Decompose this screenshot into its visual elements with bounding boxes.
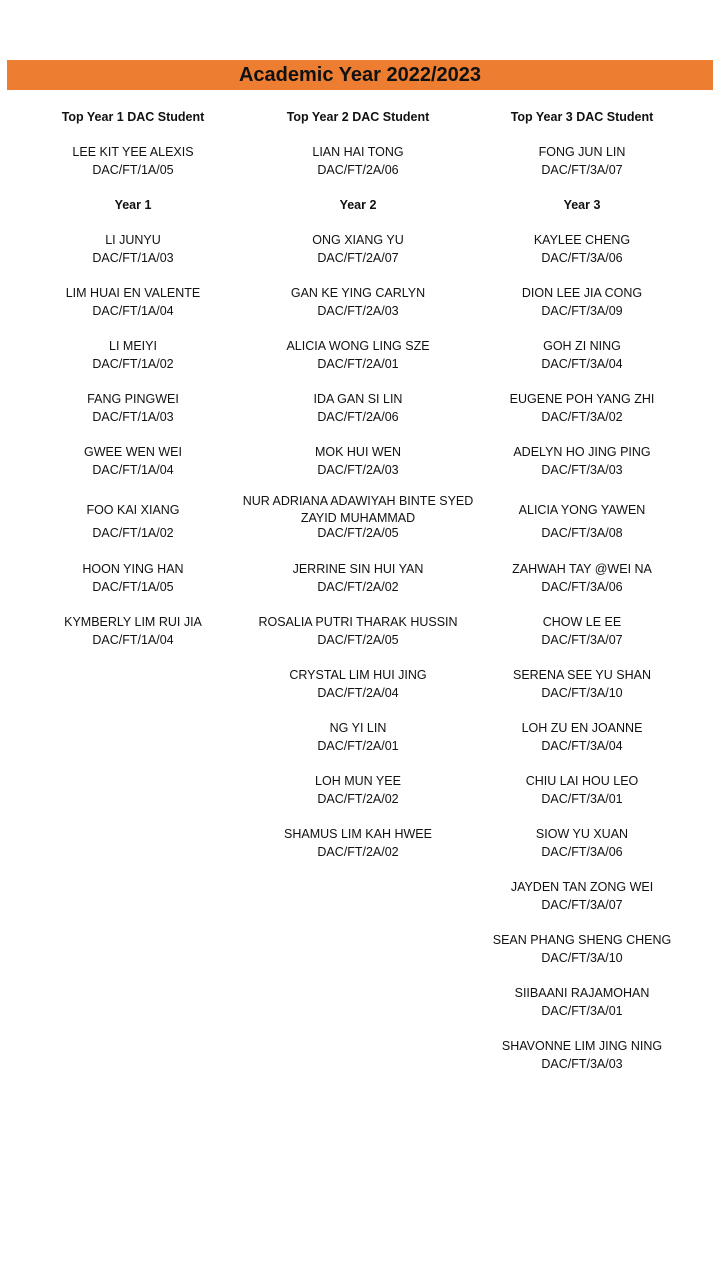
student-class: DAC/FT/2A/04	[317, 686, 399, 700]
student-name: SHAMUS LIM KAH HWEE	[284, 827, 432, 841]
student-name: CRYSTAL LIM HUI JING	[289, 668, 427, 682]
list-item	[462, 1037, 702, 1090]
list-item	[238, 560, 478, 613]
list-item	[462, 496, 702, 560]
student-class: DAC/FT/3A/07	[541, 898, 623, 912]
student-class: DAC/FT/1A/02	[92, 357, 174, 371]
list-item	[238, 284, 478, 337]
student-class: DAC/FT/3A/01	[541, 792, 623, 806]
student-name: KAYLEE CHENG	[533, 233, 631, 247]
year-heading: Year 3	[563, 198, 601, 212]
list-item	[462, 443, 702, 496]
list-item	[13, 284, 253, 337]
year-heading: Year 1	[114, 198, 152, 212]
student-class: DAC/FT/2A/05	[317, 526, 399, 540]
student-name: HOON YING HAN	[82, 562, 184, 576]
student-name: ALICIA WONG LING SZE	[286, 339, 430, 353]
list-item	[238, 496, 478, 560]
student-class: DAC/FT/1A/03	[92, 410, 174, 424]
student-class: DAC/FT/2A/07	[317, 251, 399, 265]
student-list	[13, 231, 253, 666]
student-name: ONG XIANG YU	[312, 233, 404, 247]
student-name: LEE KIT YEE ALEXIS	[72, 145, 194, 159]
student-class: DAC/FT/3A/08	[541, 526, 623, 540]
student-name: FONG JUN LIN	[538, 145, 626, 159]
student-list	[238, 231, 478, 878]
student-class: DAC/FT/2A/05	[317, 633, 399, 647]
student-class: DAC/FT/3A/04	[541, 357, 623, 371]
student-name: SERENA SEE YU SHAN	[512, 668, 651, 682]
year-1-column	[13, 108, 253, 666]
student-class: DAC/FT/3A/01	[541, 1004, 623, 1018]
student-class: DAC/FT/2A/01	[317, 357, 399, 371]
top-student-heading: Top Year 2 DAC Student	[286, 110, 430, 124]
year-3-column	[462, 108, 702, 1090]
student-name: KYMBERLY LIM RUI JIA	[64, 615, 202, 629]
student-class: DAC/FT/3A/03	[541, 463, 623, 477]
top-student	[462, 143, 702, 179]
list-item	[462, 337, 702, 390]
title-banner	[7, 60, 713, 90]
student-class: DAC/FT/3A/04	[541, 739, 623, 753]
student-list	[462, 231, 702, 1090]
student-name: LI MEIYI	[109, 339, 157, 353]
student-class: DAC/FT/2A/03	[317, 304, 399, 318]
list-item	[238, 337, 478, 390]
student-class: DAC/FT/3A/06	[541, 251, 623, 265]
student-name: EUGENE POH YANG ZHI	[509, 392, 655, 406]
list-item	[462, 931, 702, 984]
list-item	[238, 719, 478, 772]
student-name: FANG PINGWEI	[87, 392, 179, 406]
student-class: DAC/FT/3A/02	[541, 410, 623, 424]
list-item	[462, 878, 702, 931]
student-class: DAC/FT/1A/04	[92, 463, 174, 477]
student-name: LI JUNYU	[105, 233, 161, 247]
list-item	[462, 984, 702, 1037]
list-item	[462, 825, 702, 878]
list-item	[462, 719, 702, 772]
student-name: NUR ADRIANA ADAWIYAH BINTE SYED ZAYID MUHAMMAD	[242, 494, 474, 525]
top-student-heading: Top Year 1 DAC Student	[61, 110, 205, 124]
student-name: SHAVONNE LIM JING NING	[501, 1039, 663, 1053]
student-name: GAN KE YING CARLYN	[290, 286, 426, 300]
student-name: LIM HUAI EN VALENTE	[65, 286, 201, 300]
student-class: DAC/FT/2A/02	[317, 845, 399, 859]
list-item	[462, 390, 702, 443]
list-item	[13, 443, 253, 496]
top-student	[238, 143, 478, 179]
page-title: Academic Year 2022/2023	[238, 63, 482, 86]
list-item	[462, 560, 702, 613]
student-name: FOO KAI XIANG	[86, 502, 180, 517]
list-item	[13, 337, 253, 390]
student-class: DAC/FT/2A/03	[317, 463, 399, 477]
top-student	[13, 143, 253, 179]
list-item	[13, 560, 253, 613]
student-name: GOH ZI NING	[543, 339, 621, 353]
student-class: DAC/FT/3A/07	[541, 163, 623, 177]
student-class: DAC/FT/1A/02	[92, 526, 174, 540]
student-class: DAC/FT/3A/10	[541, 951, 623, 965]
student-class: DAC/FT/3A/06	[541, 845, 623, 859]
student-name: SIOW YU XUAN	[535, 827, 629, 841]
list-item	[238, 613, 478, 666]
list-item	[238, 666, 478, 719]
year-heading: Year 2	[339, 198, 377, 212]
student-class: DAC/FT/2A/01	[317, 739, 399, 753]
student-name: ZAHWAH TAY @WEI NA	[512, 562, 652, 576]
student-name: JAYDEN TAN ZONG WEI	[510, 880, 654, 894]
student-class: DAC/FT/3A/07	[541, 633, 623, 647]
student-name: LOH ZU EN JOANNE	[521, 721, 643, 735]
student-name: GWEE WEN WEI	[84, 445, 182, 459]
student-class: DAC/FT/3A/10	[541, 686, 623, 700]
list-item	[13, 496, 253, 560]
student-name: JERRINE SIN HUI YAN	[292, 562, 424, 576]
student-class: DAC/FT/2A/02	[317, 792, 399, 806]
student-name: ROSALIA PUTRI THARAK HUSSIN	[258, 615, 458, 629]
student-class: DAC/FT/1A/05	[92, 163, 174, 177]
student-name: DION LEE JIA CONG	[521, 286, 643, 300]
student-name: LOH MUN YEE	[315, 774, 401, 788]
student-class: DAC/FT/3A/06	[541, 580, 623, 594]
list-item	[238, 390, 478, 443]
student-name: SIIBAANI RAJAMOHAN	[514, 986, 650, 1000]
list-item	[238, 231, 478, 284]
student-class: DAC/FT/1A/04	[92, 304, 174, 318]
student-name: SEAN PHANG SHENG CHENG	[492, 933, 672, 947]
student-name: ALICIA YONG YAWEN	[518, 502, 646, 517]
student-class: DAC/FT/2A/02	[317, 580, 399, 594]
list-item	[462, 231, 702, 284]
student-class: DAC/FT/2A/06	[317, 163, 399, 177]
list-item	[13, 613, 253, 666]
student-name: CHIU LAI HOU LEO	[525, 774, 639, 788]
list-item	[238, 825, 478, 878]
list-item	[462, 613, 702, 666]
list-item	[238, 443, 478, 496]
student-class: DAC/FT/2A/06	[317, 410, 399, 424]
student-name: IDA GAN SI LIN	[313, 392, 403, 406]
student-name: NG YI LIN	[329, 721, 387, 735]
top-student-heading: Top Year 3 DAC Student	[510, 110, 654, 124]
list-item	[462, 772, 702, 825]
student-class: DAC/FT/1A/05	[92, 580, 174, 594]
student-name: CHOW LE EE	[542, 615, 622, 629]
list-item	[462, 666, 702, 719]
list-item	[238, 772, 478, 825]
student-name: LIAN HAI TONG	[312, 145, 404, 159]
student-class: DAC/FT/3A/03	[541, 1057, 623, 1071]
year-2-column	[238, 108, 478, 878]
list-item	[462, 284, 702, 337]
list-item	[13, 231, 253, 284]
student-name: MOK HUI WEN	[314, 445, 402, 459]
student-class: DAC/FT/1A/03	[92, 251, 174, 265]
student-class: DAC/FT/3A/09	[541, 304, 623, 318]
student-class: DAC/FT/1A/04	[92, 633, 174, 647]
list-item	[13, 390, 253, 443]
student-name: ADELYN HO JING PING	[513, 445, 651, 459]
